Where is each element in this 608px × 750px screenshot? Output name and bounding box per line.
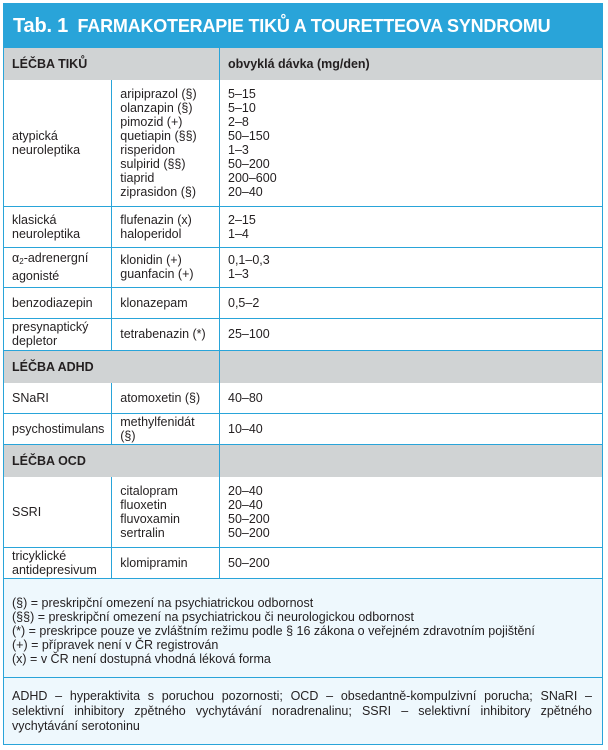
table-title-text: FARMAKOTERAPIE TIKŮ A TOURETTEOVA SYNDROMU <box>77 16 551 36</box>
drug-item: pimozid (+) <box>120 114 183 129</box>
drug-item: flufenazin (x) <box>120 212 192 227</box>
section-tics-header <box>4 48 602 80</box>
table-row <box>4 287 602 318</box>
category-cell <box>4 247 112 287</box>
section-label: LÉČBA ADHD <box>4 350 220 383</box>
table-row <box>4 247 602 287</box>
category-cell: tricyklické antidepresivum <box>4 547 112 578</box>
drug-item: klonidin (+) <box>120 253 182 267</box>
table-row <box>4 477 602 547</box>
dose-cell: 10–40 <box>220 414 603 445</box>
dose-item: 1–4 <box>228 226 249 241</box>
drug-item: sulpirid (§§) <box>120 156 186 171</box>
category-suffix: -adrenergní agonisté <box>12 251 89 283</box>
dose-item: 1–3 <box>228 142 249 157</box>
drug-cell: tetrabenazin (*) <box>112 318 220 350</box>
category-cell: benzodiazepin <box>4 287 112 318</box>
drug-item: risperidon <box>120 142 176 157</box>
category-subscript: 2 <box>19 257 24 266</box>
drug-list <box>120 83 211 203</box>
dose-item: 5–10 <box>228 100 256 115</box>
section-ocd-header <box>4 445 602 478</box>
table-row <box>4 206 602 247</box>
dose-list <box>228 209 594 245</box>
category-cell: SNaRI <box>4 383 112 414</box>
drug-list <box>120 480 211 544</box>
dose-list <box>228 480 594 544</box>
drug-item: fluvoxamin <box>120 511 180 526</box>
legend-item: (+) = přípravek není v ČR registrován <box>12 638 219 652</box>
drug-item: sertralin <box>120 525 165 540</box>
category-cell: psychostimulans <box>4 414 112 445</box>
category-cell: presynaptický depletor <box>4 318 112 350</box>
legend <box>4 590 602 678</box>
table-row <box>4 318 602 350</box>
dose-item: 2–8 <box>228 114 249 129</box>
category-prefix: α <box>12 251 20 265</box>
legend-item: (*) = preskripce pouze ve zvláštním režimu podle § 16 zákona o veřejném zdravotním pojištění <box>12 624 535 638</box>
dose-cell: 0,5–2 <box>220 287 603 318</box>
dose-item: 200–600 <box>228 170 277 185</box>
dose-item: 1–3 <box>228 267 249 281</box>
dose-item: 20–40 <box>228 483 263 498</box>
dose-list <box>228 249 594 285</box>
legend-item: (x) = v ČR není dostupná vhodná léková forma <box>12 652 271 666</box>
section-label: LÉČBA OCD <box>4 445 220 478</box>
drug-cell: atomoxetin (§) <box>112 383 220 414</box>
dose-item: 50–200 <box>228 525 270 540</box>
drug-item: olanzapin (§) <box>120 100 193 115</box>
table-row <box>4 383 602 414</box>
dose-item: 0,1–0,3 <box>228 253 270 267</box>
category-cell: klasická neuroleptika <box>4 206 112 247</box>
dose-item: 5–15 <box>228 86 256 101</box>
category-cell: SSRI <box>4 477 112 547</box>
drug-cell: methylfenidát (§) <box>112 414 220 445</box>
table-row <box>4 80 602 206</box>
section-label: LÉČBA TIKŮ <box>4 48 220 80</box>
section-adhd-header <box>4 350 602 383</box>
table-number: Tab. 1 <box>13 15 69 37</box>
dose-item: 2–15 <box>228 212 256 227</box>
abbreviations-note: ADHD – hyperaktivita s poruchou pozornosti; OCD – obsedantně-kompulzivní porucha; SNaRI – selektivní inhibitory zpětného vychytávání noradrenalinu; SSRI – selektivní inhibitory zpětného vychytávání serotoninu <box>12 689 592 733</box>
table-title <box>13 15 550 37</box>
drug-item: fluoxetin <box>120 497 167 512</box>
dose-cell: 40–80 <box>220 383 603 414</box>
drug-cell: klonazepam <box>112 287 220 318</box>
dose-cell: 25–100 <box>220 318 603 350</box>
dose-item: 20–40 <box>228 497 263 512</box>
pharmacotherapy-table <box>4 48 602 579</box>
legend-item: (§) = preskripční omezení na psychiatrickou odbornost <box>12 596 314 610</box>
dose-item: 50–200 <box>228 511 270 526</box>
dose-item: 50–200 <box>228 156 270 171</box>
dose-item: 50–150 <box>228 128 270 143</box>
table-frame <box>3 3 603 745</box>
drug-item: guanfacin (+) <box>120 267 194 281</box>
drug-cell: klomipramin <box>112 547 220 578</box>
dose-column-header: obvyklá dávka (mg/den) <box>220 48 603 80</box>
dose-list <box>228 83 594 203</box>
category-cell: atypická neuroleptika <box>4 80 112 206</box>
drug-item: aripiprazol (§) <box>120 86 197 101</box>
drug-list <box>120 249 211 285</box>
dose-cell: 50–200 <box>220 547 603 578</box>
drug-item: citalopram <box>120 483 178 498</box>
drug-item: haloperidol <box>120 226 182 241</box>
legend-item: (§§) = preskripční omezení na psychiatrickou či neurologickou odbornost <box>12 610 414 624</box>
drug-item: quetiapin (§§) <box>120 128 197 143</box>
table-row <box>4 547 602 578</box>
table-header <box>4 4 602 48</box>
drug-item: ziprasidon (§) <box>120 184 196 199</box>
table-row <box>4 414 602 445</box>
drug-list <box>120 209 211 245</box>
drug-item: tiaprid <box>120 170 155 185</box>
dose-item: 20–40 <box>228 184 263 199</box>
